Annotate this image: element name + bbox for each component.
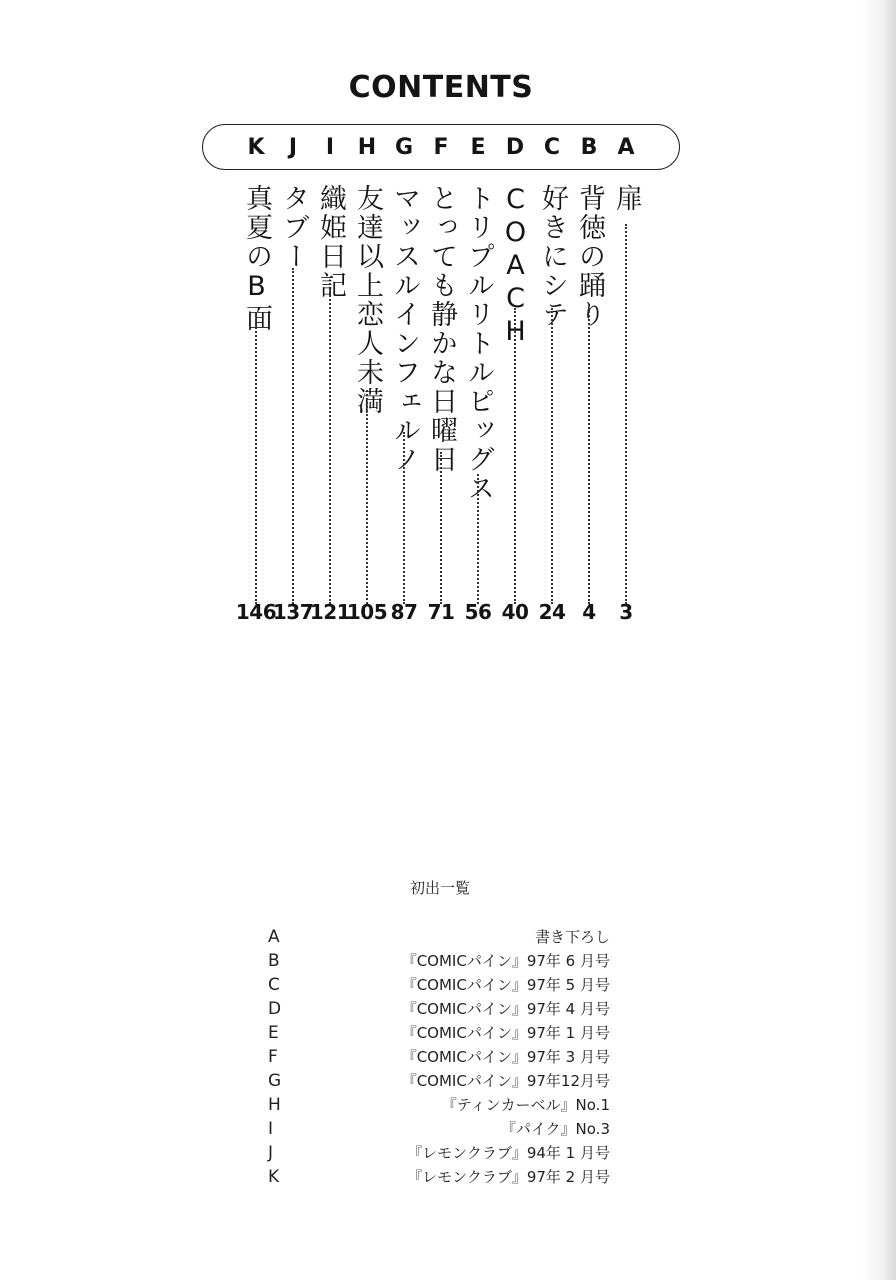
dot-leader	[440, 452, 442, 604]
dot-leader	[292, 268, 294, 604]
story-column-g	[384, 184, 424, 604]
publication-source: 書き下ろし	[534, 928, 610, 946]
dot-leader	[255, 312, 257, 604]
publication-source: 『COMICパイン』97年 4 月号	[401, 1000, 610, 1018]
publication-letter: C	[268, 975, 280, 995]
story-title: とっても静かな日曜日	[426, 184, 457, 474]
dot-leader	[329, 292, 331, 604]
story-column-b	[569, 184, 609, 604]
letter-index-e: E	[470, 135, 486, 160]
publication-row	[268, 1021, 610, 1045]
page-number-e: 56	[464, 600, 492, 624]
publication-letter: B	[268, 951, 280, 971]
story-title: マッスルインフェルノ	[389, 184, 420, 474]
story-column-e	[458, 184, 498, 604]
publication-source: 『ティンカーベル』No.1	[441, 1096, 610, 1114]
publication-source: 『COMICパイン』97年 5 月号	[401, 976, 610, 994]
dot-leader	[366, 390, 368, 604]
story-column-j	[273, 184, 313, 604]
story-column-h	[347, 184, 387, 604]
publication-row	[268, 925, 610, 949]
publication-letter: H	[268, 1095, 281, 1115]
letter-index-k: K	[247, 135, 265, 160]
story-title: 織姫日記	[315, 184, 346, 300]
letter-index-b: B	[580, 135, 598, 160]
publication-row	[268, 1117, 610, 1141]
page-number-f: 71	[427, 600, 455, 624]
story-title: 友達以上恋人未満	[352, 184, 383, 416]
story-title: タブー	[278, 184, 309, 271]
publication-letter: J	[268, 1143, 274, 1163]
publication-letter: K	[268, 1167, 280, 1187]
publication-source: 『COMICパイン』97年 6 月号	[401, 952, 610, 970]
story-title: 真夏のB面	[241, 184, 272, 333]
story-title: 好きにシテ	[537, 184, 568, 329]
dot-leader	[625, 224, 627, 604]
publication-row	[268, 949, 610, 973]
story-column-f	[421, 184, 461, 604]
page-title: CONTENTS	[348, 70, 534, 105]
publication-heading: 初出一覧	[409, 879, 470, 897]
letter-index-c: C	[543, 135, 561, 160]
publication-source: 『レモンクラブ』94年 1 月号	[407, 1144, 610, 1162]
page-number-h: 105	[346, 600, 388, 624]
publication-source: 『COMICパイン』97年 1 月号	[401, 1024, 610, 1042]
dot-leader	[403, 432, 405, 604]
letter-index-h: H	[357, 135, 377, 160]
dot-leader	[514, 308, 516, 604]
scan-edge-shadow	[862, 0, 896, 1280]
page-number-a: 3	[619, 600, 633, 624]
publication-letter: F	[268, 1047, 278, 1067]
story-column-c	[532, 184, 572, 604]
story-column-d	[495, 184, 535, 604]
publication-row	[268, 973, 610, 997]
publication-row	[268, 1045, 610, 1069]
publication-row	[268, 1093, 610, 1117]
publication-letter: A	[268, 927, 280, 947]
page-number-i: 121	[309, 600, 351, 624]
story-column-i	[310, 184, 350, 604]
story-title: COACH	[500, 184, 531, 349]
publication-source: 『COMICパイン』97年 3 月号	[401, 1048, 610, 1066]
publication-letter: D	[268, 999, 282, 1019]
publication-source: 『パイク』No.3	[500, 1120, 610, 1138]
page-number-j: 137	[272, 600, 314, 624]
story-title: 扉	[611, 184, 642, 213]
letter-index-j: J	[288, 135, 298, 160]
letter-index-i: I	[325, 135, 335, 160]
dot-leader	[551, 308, 553, 604]
letter-index-a: A	[617, 135, 635, 160]
letter-index-g: G	[394, 135, 414, 160]
dot-leader	[477, 474, 479, 604]
publication-letter: E	[268, 1023, 279, 1043]
page-number-b: 4	[582, 600, 596, 624]
story-title: 背徳の踊り	[574, 184, 605, 329]
story-column-k	[236, 184, 276, 604]
page-number-k: 146	[235, 600, 277, 624]
page-number-d: 40	[501, 600, 529, 624]
publication-row	[268, 1165, 610, 1189]
story-title: トリプルリトルピッグス	[463, 184, 494, 503]
publication-letter: I	[268, 1119, 274, 1139]
letter-index-d: D	[505, 135, 525, 160]
publication-row	[268, 1069, 610, 1093]
dot-leader	[588, 308, 590, 604]
publication-source: 『レモンクラブ』97年 2 月号	[407, 1168, 610, 1186]
publication-source: 『COMICパイン』97年12月号	[401, 1072, 610, 1090]
page-number-g: 87	[390, 600, 418, 624]
publication-letter: G	[268, 1071, 282, 1091]
story-column-a	[606, 184, 646, 604]
letter-index-f: F	[433, 135, 449, 160]
publication-row	[268, 1141, 610, 1165]
page-number-c: 24	[538, 600, 566, 624]
publication-row	[268, 997, 610, 1021]
